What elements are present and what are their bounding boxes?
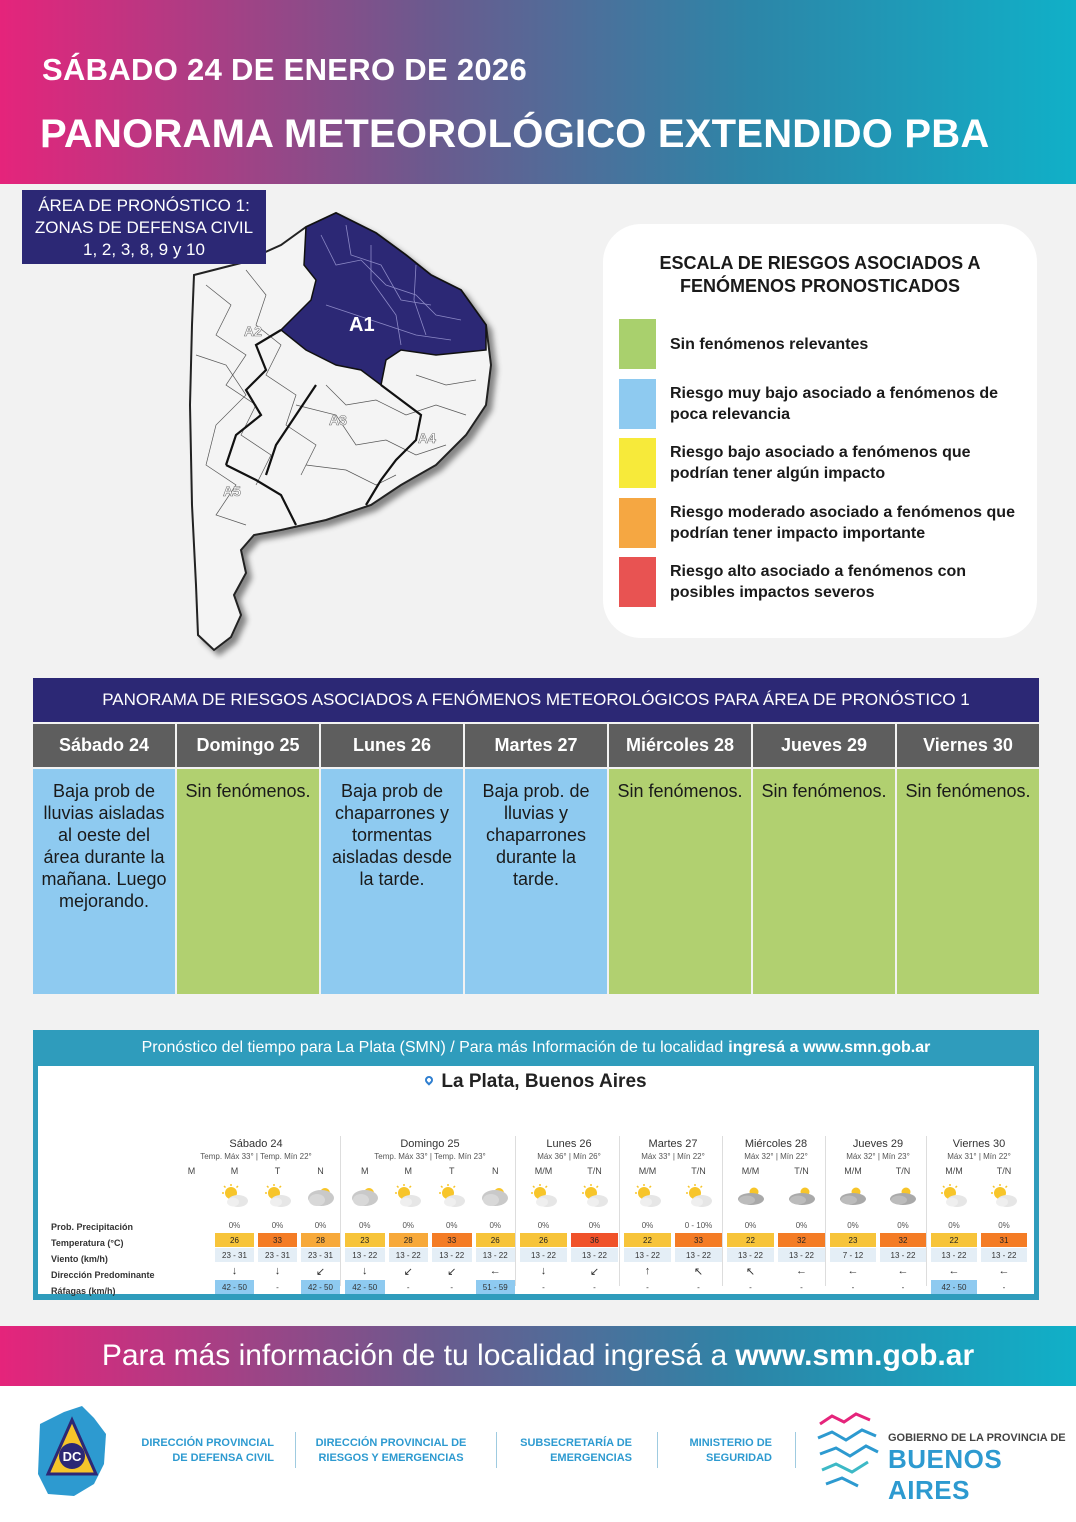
day-divider bbox=[619, 1136, 620, 1286]
temperature-cell: 28 bbox=[389, 1233, 429, 1247]
temperature-cell: 23 bbox=[345, 1233, 385, 1247]
forecast-day-name: Viernes 30 bbox=[952, 1138, 1006, 1150]
org-defensa-civil bbox=[128, 1436, 274, 1466]
risk-color-swatch bbox=[619, 379, 656, 429]
temperature-cell: 32 bbox=[880, 1233, 926, 1247]
day-divider bbox=[722, 1136, 723, 1286]
area-line-1: ÁREA DE PRONÓSTICO 1: bbox=[38, 196, 250, 215]
precip-prob: 0% bbox=[847, 1220, 859, 1230]
wind-speed-cell: 13 - 22 bbox=[981, 1248, 1027, 1262]
wind-direction-arrow-icon: ↖ bbox=[745, 1265, 756, 1278]
precip-prob: 0% bbox=[948, 1220, 960, 1230]
org1-line-1: DIRECCIÓN PROVINCIAL bbox=[141, 1437, 274, 1449]
risk-scale-item bbox=[619, 438, 1024, 488]
location-pin-icon bbox=[424, 1074, 435, 1085]
org4-line-2: SEGURIDAD bbox=[705, 1452, 772, 1464]
divider bbox=[657, 1432, 658, 1468]
gust-cell: - bbox=[749, 1282, 752, 1292]
wind-direction-arrow-icon: ↙ bbox=[589, 1265, 600, 1278]
partly-cloudy-icon bbox=[529, 1184, 559, 1208]
risk-day-cell: Baja prob de chaparrones y tormentas aisladas desde la tarde. bbox=[321, 769, 463, 994]
risk-day-cell: Sin fenómenos. bbox=[753, 769, 895, 994]
wind-direction-arrow-icon: ← bbox=[998, 1265, 1010, 1277]
partly-cloudy-icon bbox=[633, 1184, 663, 1208]
gust-cell: - bbox=[800, 1282, 803, 1292]
risk-day-cell: Baja prob. de lluvias y chaparrones durante la tarde. bbox=[465, 769, 607, 994]
wind-speed-cell: 23 - 31 bbox=[301, 1248, 340, 1262]
divider bbox=[496, 1432, 497, 1468]
footer-text: Para más información de tu localidad ingresá a bbox=[101, 1339, 728, 1372]
area-line-3: 1, 2, 3, 8, 9 y 10 bbox=[83, 240, 205, 259]
forecast-day-temps: Máx 32° | Mín 22° bbox=[744, 1152, 808, 1161]
forecast-day-temps: Máx 36° | Mín 26° bbox=[537, 1152, 601, 1161]
risk-scale-item bbox=[619, 498, 1024, 548]
wind-speed-cell: 13 - 22 bbox=[345, 1248, 385, 1262]
risk-scale-title-line-1: ESCALA DE RIESGOS ASOCIADOS A bbox=[659, 253, 981, 273]
risk-scale-label: Riesgo moderado asociado a fenómenos que podrían tener impacto importante bbox=[670, 503, 1015, 542]
org3-line-1: SUBSECRETARÍA DE bbox=[520, 1437, 632, 1449]
gust-cell: - bbox=[851, 1282, 855, 1292]
period-label: T/N bbox=[895, 1166, 911, 1176]
wind-direction-arrow-icon: ← bbox=[796, 1265, 807, 1277]
temperature-cell: 32 bbox=[778, 1233, 825, 1247]
risk-day-header: Lunes 26 bbox=[321, 724, 463, 767]
dc-logo-text: DC bbox=[62, 1449, 82, 1464]
period-label: T/N bbox=[691, 1166, 706, 1176]
forecast-row-label: Dirección Predominante bbox=[51, 1270, 155, 1280]
org3-line-2: EMERGENCIAS bbox=[550, 1452, 632, 1464]
gust-cell: 42 - 50 bbox=[301, 1280, 340, 1294]
forecast-day-temps: Máx 33° | Mín 22° bbox=[641, 1152, 705, 1161]
gust-cell: - bbox=[406, 1282, 410, 1292]
partly-cloudy-icon bbox=[580, 1184, 610, 1208]
gust-cell: - bbox=[276, 1282, 279, 1292]
gust-cell: - bbox=[450, 1282, 454, 1292]
temperature-cell: 33 bbox=[675, 1233, 722, 1247]
cloudy-icon bbox=[306, 1184, 336, 1208]
risk-day-cell: Baja prob de lluvias aisladas al oeste del área durante la mañana. Luego mejorando. bbox=[33, 769, 175, 994]
wind-speed-cell: 13 - 22 bbox=[432, 1248, 472, 1262]
risk-day-header: Jueves 29 bbox=[753, 724, 895, 767]
wind-direction-arrow-icon: ↓ bbox=[274, 1265, 281, 1277]
risk-scale-title-line-2: FENÓMENOS PRONOSTICADOS bbox=[679, 276, 961, 296]
precip-prob: 0% bbox=[795, 1220, 808, 1230]
precip-prob: 0% bbox=[537, 1220, 550, 1230]
risk-table-title: PANORAMA DE RIESGOS ASOCIADOS A FENÓMENOS METEOROLÓGICOS PARA ÁREA DE PRONÓSTICO 1 bbox=[33, 678, 1039, 722]
risk-scale-label: Riesgo muy bajo asociado a fenómenos de poca relevancia bbox=[670, 384, 999, 423]
gust-cell: - bbox=[593, 1282, 596, 1292]
overcast-icon bbox=[736, 1184, 766, 1208]
period-label: M bbox=[404, 1166, 412, 1176]
precip-prob: 0% bbox=[641, 1220, 654, 1230]
org1-line-2: DE DEFENSA CIVIL bbox=[172, 1452, 274, 1464]
gust-cell: - bbox=[542, 1282, 545, 1292]
forecast-day-temps: Máx 31° | Mín 22° bbox=[947, 1152, 1011, 1161]
risk-day-cell: Sin fenómenos. bbox=[177, 769, 319, 994]
forecast-day-name: Domingo 25 bbox=[400, 1138, 460, 1150]
defensa-civil-logo bbox=[34, 1404, 110, 1500]
wind-speed-cell: 13 - 22 bbox=[778, 1248, 825, 1262]
period-label: T bbox=[274, 1166, 281, 1176]
period-label: N bbox=[492, 1166, 499, 1176]
partly-cloudy-icon bbox=[684, 1184, 714, 1208]
wind-direction-arrow-icon: ← bbox=[847, 1265, 859, 1277]
temperature-cell: 22 bbox=[624, 1233, 671, 1247]
divider bbox=[295, 1432, 296, 1468]
wind-speed-cell: 13 - 22 bbox=[624, 1248, 671, 1262]
gust-cell: 42 - 50 bbox=[931, 1280, 977, 1294]
period-label: M bbox=[361, 1166, 369, 1176]
gba-logo-icon bbox=[812, 1404, 882, 1494]
cloudy-icon bbox=[350, 1184, 380, 1208]
risk-day-header: Viernes 30 bbox=[897, 724, 1039, 767]
forecast-row-label: Temperatura (°C) bbox=[51, 1238, 124, 1248]
gust-cell: - bbox=[901, 1282, 905, 1292]
temperature-cell: 33 bbox=[258, 1233, 297, 1247]
precip-prob: 0% bbox=[402, 1220, 415, 1230]
gust-cell: 51 - 59 bbox=[476, 1280, 516, 1294]
risk-scale-item bbox=[619, 319, 1024, 369]
wind-speed-cell: 13 - 22 bbox=[880, 1248, 926, 1262]
risk-scale-legend bbox=[603, 224, 1037, 638]
precip-prob: 0% bbox=[358, 1220, 371, 1230]
risk-color-swatch bbox=[619, 557, 656, 607]
precip-prob: 0% bbox=[588, 1220, 601, 1230]
logos-strip bbox=[0, 1386, 1076, 1522]
gba-subtitle: GOBIERNO DE LA PROVINCIA DE bbox=[888, 1432, 1066, 1444]
footer-banner bbox=[0, 1326, 1076, 1386]
smn-forecast-panel bbox=[33, 1030, 1039, 1300]
location-title bbox=[38, 1071, 1034, 1093]
org2-line-2: RIESGOS Y EMERGENCIAS bbox=[318, 1452, 464, 1464]
org-subsecretaria bbox=[510, 1436, 632, 1466]
precip-prob: 0% bbox=[314, 1220, 327, 1230]
gust-cell: 42 - 50 bbox=[345, 1280, 385, 1294]
forecast-day-temps: Temp. Máx 33° | Temp. Mín 23° bbox=[374, 1152, 486, 1161]
gust-cell: 42 - 50 bbox=[215, 1280, 254, 1294]
wind-speed-cell: 13 - 22 bbox=[476, 1248, 516, 1262]
header-banner bbox=[0, 0, 1076, 184]
smn-forecast-header bbox=[33, 1030, 1039, 1066]
temperature-cell: 26 bbox=[215, 1233, 254, 1247]
risk-day-cell: Sin fenómenos. bbox=[897, 769, 1039, 994]
wind-speed-cell: 13 - 22 bbox=[520, 1248, 567, 1262]
risk-scale-item bbox=[619, 557, 1024, 607]
temperature-cell: 22 bbox=[727, 1233, 774, 1247]
risk-day-header: Miércoles 28 bbox=[609, 724, 751, 767]
precip-prob: 0% bbox=[897, 1220, 909, 1230]
period-label: M bbox=[187, 1166, 196, 1176]
period-label: M/M bbox=[741, 1166, 760, 1176]
temperature-cell: 28 bbox=[301, 1233, 340, 1247]
risk-scale-label: Riesgo bajo asociado a fenómenos que podrían tener algún impacto bbox=[670, 444, 971, 482]
org2-line-1: DIRECCIÓN PROVINCIAL DE bbox=[315, 1437, 467, 1449]
map-label-a5: A5 bbox=[223, 483, 241, 499]
forecast-row-label: Prob. Precipitación bbox=[51, 1222, 134, 1232]
wind-speed-cell: 23 - 31 bbox=[215, 1248, 254, 1262]
overcast-icon bbox=[888, 1184, 918, 1208]
period-label: T/N bbox=[794, 1166, 809, 1176]
temperature-cell: 23 bbox=[830, 1233, 876, 1247]
risk-scale-title bbox=[603, 252, 1037, 298]
forecast-day-temps: Máx 32° | Mín 23° bbox=[846, 1152, 910, 1161]
wind-direction-arrow-icon: ← bbox=[489, 1265, 501, 1277]
partly-cloudy-icon bbox=[989, 1184, 1019, 1208]
temperature-cell: 33 bbox=[432, 1233, 472, 1247]
forecast-row-label: Ráfagas (km/h) bbox=[51, 1286, 116, 1296]
wind-speed-cell: 13 - 22 bbox=[389, 1248, 429, 1262]
temperature-cell: 22 bbox=[931, 1233, 977, 1247]
forecast-day-temps: Temp. Máx 33° | Temp. Mín 22° bbox=[200, 1152, 312, 1161]
precip-prob: 0% bbox=[998, 1220, 1010, 1230]
map-label-a1: A1 bbox=[349, 314, 375, 336]
period-label: M bbox=[230, 1166, 239, 1176]
wind-direction-arrow-icon: ↙ bbox=[447, 1265, 457, 1278]
risk-color-swatch bbox=[619, 438, 656, 488]
org-riesgos-emergencias bbox=[308, 1436, 474, 1466]
forecast-day-name: Martes 27 bbox=[648, 1138, 698, 1150]
org-ministerio bbox=[672, 1436, 772, 1466]
forecast-day-name: Lunes 26 bbox=[546, 1138, 592, 1150]
forecast-day-name: Sábado 24 bbox=[229, 1138, 283, 1150]
gust-cell: - bbox=[1002, 1282, 1006, 1292]
wind-speed-cell: 13 - 22 bbox=[931, 1248, 977, 1262]
risk-color-swatch bbox=[619, 498, 656, 548]
smn-header-link[interactable]: ingresá a www.smn.gob.ar bbox=[728, 1039, 931, 1056]
forecast-row-label: Viento (km/h) bbox=[51, 1254, 108, 1264]
period-label: T/N bbox=[996, 1166, 1012, 1176]
period-label: M/M bbox=[844, 1166, 862, 1176]
header-date: SÁBADO 24 DE ENERO DE 2026 bbox=[42, 52, 528, 87]
partly-cloudy-icon bbox=[393, 1184, 423, 1208]
precip-prob: 0% bbox=[445, 1220, 458, 1230]
map-label-a3: A3 bbox=[329, 412, 347, 428]
day-divider bbox=[515, 1136, 516, 1286]
temperature-cell: 26 bbox=[476, 1233, 516, 1247]
overcast-icon bbox=[787, 1184, 817, 1208]
period-label: N bbox=[317, 1166, 324, 1176]
wind-speed-cell: 7 - 12 bbox=[830, 1248, 876, 1262]
period-label: M/M bbox=[534, 1166, 553, 1176]
day-divider bbox=[926, 1136, 927, 1286]
partly-cloudy-icon bbox=[263, 1184, 293, 1208]
period-label: M/M bbox=[945, 1166, 963, 1176]
day-divider bbox=[825, 1136, 826, 1286]
footer-link[interactable]: www.smn.gob.ar bbox=[735, 1339, 975, 1372]
map-label-a4: A4 bbox=[418, 430, 436, 446]
header-title: PANORAMA METEOROLÓGICO EXTENDIDO PBA bbox=[40, 112, 990, 156]
temperature-cell: 26 bbox=[520, 1233, 567, 1247]
wind-speed-cell: 23 - 31 bbox=[258, 1248, 297, 1262]
risk-day-header: Martes 27 bbox=[465, 724, 607, 767]
smn-header-text: Pronóstico del tiempo para La Plata (SMN) / Para más Información de tu localidad bbox=[141, 1039, 724, 1056]
period-label: T bbox=[449, 1166, 455, 1176]
risk-day-cell: Sin fenómenos. bbox=[609, 769, 751, 994]
risk-day-header: Domingo 25 bbox=[177, 724, 319, 767]
wind-direction-arrow-icon: ← bbox=[897, 1265, 909, 1277]
period-label: T/N bbox=[587, 1166, 602, 1176]
cloudy-icon bbox=[480, 1184, 510, 1208]
smn-forecast-table bbox=[38, 1066, 1034, 1294]
risk-color-swatch bbox=[619, 319, 656, 369]
temperature-cell: 31 bbox=[981, 1233, 1027, 1247]
map-label-a2: A2 bbox=[244, 323, 262, 339]
wind-speed-cell: 13 - 22 bbox=[675, 1248, 722, 1262]
wind-direction-arrow-icon: ↖ bbox=[693, 1265, 704, 1278]
wind-speed-cell: 13 - 22 bbox=[571, 1248, 618, 1262]
wind-direction-arrow-icon: ↙ bbox=[315, 1265, 326, 1278]
risk-day-header: Sábado 24 bbox=[33, 724, 175, 767]
org4-line-1: MINISTERIO DE bbox=[689, 1437, 772, 1449]
risk-scale-label: Riesgo alto asociado a fenómenos con posibles impactos severos bbox=[670, 563, 967, 601]
precip-prob: 0% bbox=[744, 1220, 757, 1230]
wind-direction-arrow-icon: ↑ bbox=[644, 1265, 651, 1277]
gba-title: BUENOS AIRES bbox=[888, 1444, 1003, 1505]
location-name: La Plata, Buenos Aires bbox=[441, 1071, 647, 1092]
precip-prob: 0% bbox=[489, 1220, 502, 1230]
wind-direction-arrow-icon: ← bbox=[948, 1265, 960, 1277]
area-line-2: ZONAS DE DEFENSA CIVIL bbox=[34, 218, 254, 237]
temperature-cell: 36 bbox=[571, 1233, 618, 1247]
risk-table bbox=[33, 724, 1039, 992]
risk-scale-item bbox=[619, 379, 1024, 429]
wind-speed-cell: 13 - 22 bbox=[727, 1248, 774, 1262]
wind-direction-arrow-icon: ↓ bbox=[540, 1265, 547, 1277]
precip-prob: 0% bbox=[228, 1220, 241, 1230]
gust-cell: - bbox=[697, 1282, 700, 1292]
province-map bbox=[186, 205, 506, 660]
precip-prob: 0 - 10% bbox=[684, 1220, 713, 1230]
forecast-day-name: Jueves 29 bbox=[852, 1138, 904, 1150]
partly-cloudy-icon bbox=[220, 1184, 250, 1208]
wind-direction-arrow-icon: ↓ bbox=[231, 1265, 238, 1277]
overcast-icon bbox=[838, 1184, 868, 1208]
partly-cloudy-icon bbox=[939, 1184, 969, 1208]
forecast-area-label bbox=[22, 190, 266, 264]
wind-direction-arrow-icon: ↓ bbox=[362, 1265, 368, 1277]
divider bbox=[795, 1432, 796, 1468]
partly-cloudy-icon bbox=[437, 1184, 467, 1208]
period-label: M/M bbox=[638, 1166, 657, 1176]
forecast-day-name: Miércoles 28 bbox=[744, 1138, 808, 1150]
precip-prob: 0% bbox=[271, 1220, 284, 1230]
empty-weather-slot bbox=[177, 1184, 207, 1208]
day-divider bbox=[340, 1136, 341, 1286]
risk-scale-label: Sin fenómenos relevantes bbox=[670, 335, 869, 353]
gust-cell: - bbox=[646, 1282, 649, 1292]
wind-direction-arrow-icon: ↙ bbox=[403, 1265, 413, 1278]
